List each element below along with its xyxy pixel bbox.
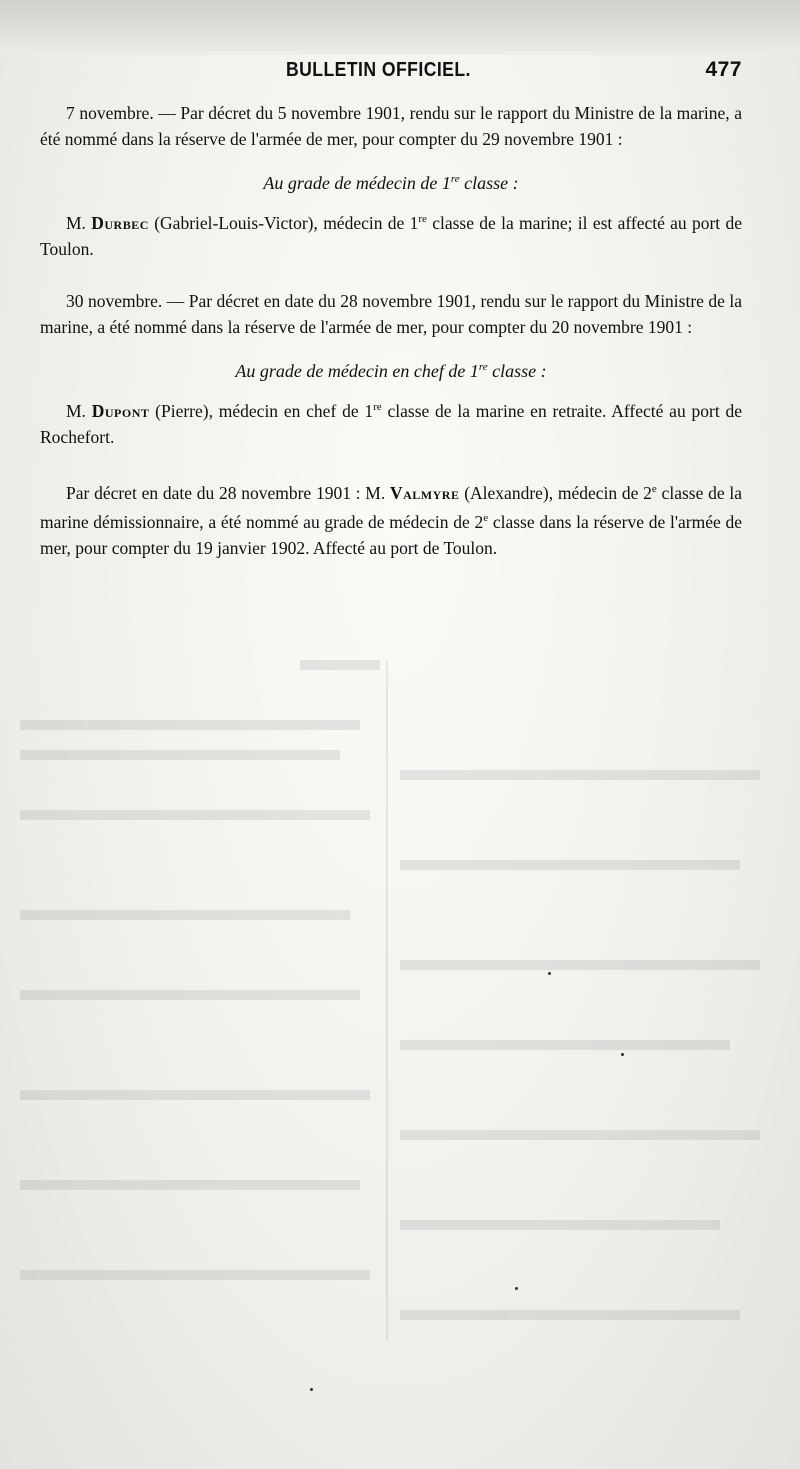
- decree-3-text-a: Par décret en date du 28 novembre 1901 : M.: [66, 482, 390, 503]
- decree-1-text-a: (Gabriel-Louis-Victor), médecin de 1: [148, 212, 419, 233]
- decree-2-person-name: Dupont: [91, 400, 150, 421]
- scan-speck: [515, 1287, 518, 1290]
- decree-2-appointment: [40, 394, 742, 450]
- bleed-line: [20, 910, 350, 920]
- decree-1-subhead-sup: re: [450, 173, 460, 185]
- page-top-shadow: [0, 0, 800, 55]
- decree-1-intro: 7 novembre. — Par décret du 5 novembre 1901, rendu sur le rapport du Ministre de la marine, a été nommé dans la réserve de l'armée de mer, pour compter du 29 novembre 1901 :: [40, 103, 742, 149]
- decree-1-sup: re: [418, 213, 427, 225]
- decree-1-prefix: M.: [66, 212, 92, 233]
- bleed-column-rule: [386, 660, 388, 1340]
- decree-2-intro: 30 novembre. — Par décret en date du 28 novembre 1901, rendu sur le rapport du Ministre de la marine, a été nommé dans la réserve de l'armée de mer, pour compter du 20 novembre 1901 :: [40, 290, 742, 337]
- decree-3-text-b: (Alexandre), médecin de 2: [459, 482, 652, 503]
- scan-speck: [621, 1053, 624, 1056]
- page-header: [286, 58, 742, 82]
- bleed-line: [400, 1130, 760, 1140]
- decree-3-person-name: Valmyre: [389, 482, 460, 503]
- decree-2-subhead: [40, 354, 742, 384]
- decree-3-sup-2: e: [483, 512, 489, 525]
- bleed-line: [400, 770, 760, 780]
- decree-1-appointment: [40, 206, 742, 262]
- decree-2-subhead-end: classe :: [487, 360, 547, 381]
- page-number: 477: [705, 58, 742, 81]
- bleed-line: [400, 1310, 740, 1320]
- bleed-line: [20, 1180, 360, 1190]
- bleed-line: [20, 750, 340, 760]
- bleed-through-texture: [0, 660, 800, 1380]
- decree-2-prefix: M.: [66, 400, 92, 421]
- bleed-line: [400, 860, 740, 870]
- decree-3-paragraph: [40, 476, 742, 562]
- decree-2-subhead-text: Au grade de médecin en chef de 1: [235, 360, 479, 381]
- decree-1-person-name: Durbec: [91, 212, 149, 233]
- scan-speck: [548, 972, 551, 975]
- bleed-line: [20, 1270, 370, 1280]
- header-title: BULLETIN OFFICIEL.: [286, 59, 471, 81]
- bleed-line: [20, 990, 360, 1000]
- bleed-line: [300, 660, 380, 670]
- bleed-line: [20, 720, 360, 730]
- decree-2-subhead-sup: re: [478, 360, 488, 373]
- decree-1-subhead: [40, 166, 742, 196]
- document-body: [40, 100, 742, 561]
- bleed-line: [400, 960, 760, 970]
- bleed-line: [20, 1090, 370, 1100]
- decree-1-subhead-end: classe :: [459, 173, 519, 193]
- decree-1-text-b: classe de la marine; il est affecté au port de Toulon.: [40, 212, 742, 259]
- decree-2-text-a: (Pierre), médecin en chef de 1: [149, 400, 374, 421]
- decree-2-text-b: classe de la marine en retraite. Affecté au port de Rochefort.: [40, 400, 742, 447]
- decree-3-text-c: classe de la marine démissionnaire, a été nommé au grade de médecin de 2: [40, 482, 742, 533]
- bleed-line: [400, 1040, 730, 1050]
- scan-speck: [310, 1388, 313, 1391]
- bleed-line: [400, 1220, 720, 1230]
- decree-2-sup: re: [373, 400, 382, 413]
- decree-3-text-d: classe dans la réserve de l'armée de mer, pour compter du 19 janvier 1902. Affecté au port de Toulon.: [40, 512, 742, 559]
- bleed-line: [20, 810, 370, 820]
- decree-3-sup-1: e: [651, 482, 657, 495]
- decree-1-subhead-text: Au grade de médecin de 1: [263, 173, 451, 193]
